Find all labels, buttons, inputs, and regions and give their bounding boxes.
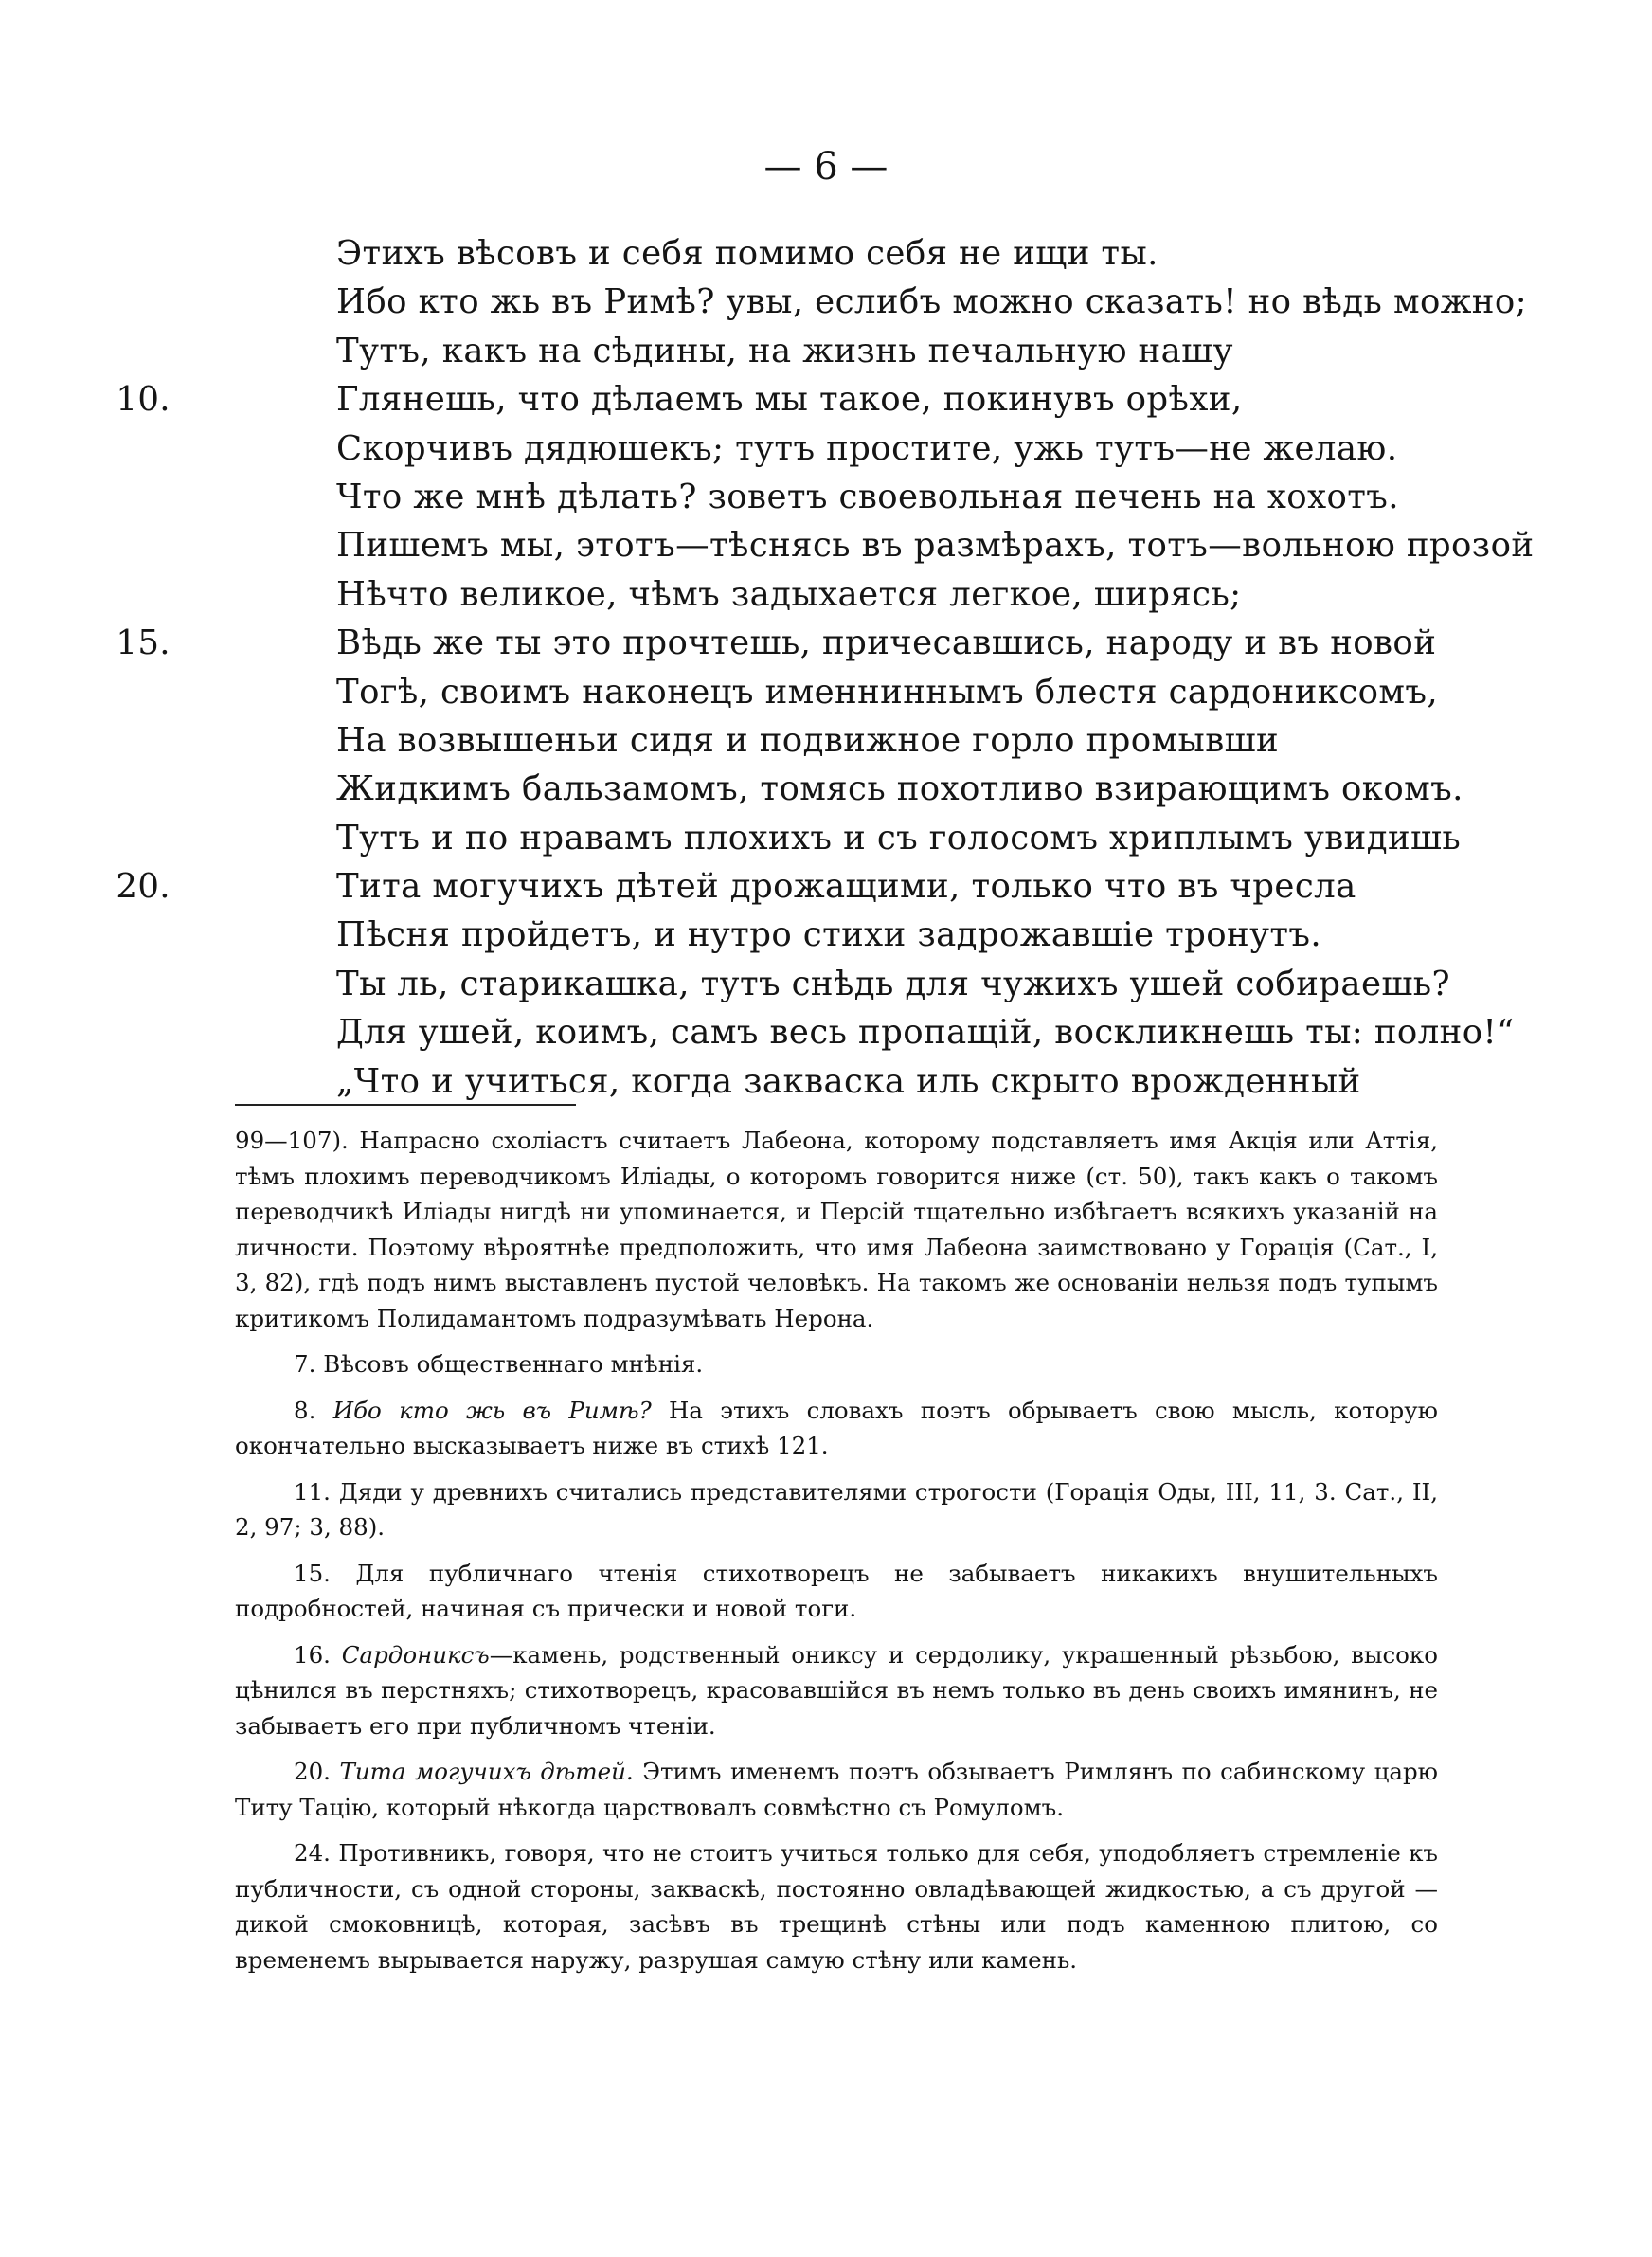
verse-line: [242, 814, 1492, 862]
verse-line: [242, 716, 1492, 765]
footnote-number: 11.: [294, 1477, 331, 1506]
verse-line: [242, 1008, 1515, 1056]
footnote-number: 16.: [294, 1640, 331, 1669]
footnote-number: 8.: [294, 1396, 316, 1424]
verse-text: Пишемъ мы, этотъ—тѣснясь въ размѣрахъ, тотъ—вольною прозой: [336, 526, 1535, 566]
footnote: [235, 1556, 1438, 1627]
verse-line: [242, 327, 1492, 375]
line-number: 10.: [116, 380, 171, 420]
verse-line: [242, 424, 1492, 473]
verse-text: Тутъ и по нравамъ плохихъ и съ голосомъ хриплымъ увидишь: [336, 818, 1462, 858]
verse-text: Нѣчто великое, чѣмъ задыхается легкое, ширясь;: [336, 574, 1242, 614]
footnote-separator: [235, 1104, 576, 1106]
verse-line: [242, 911, 1492, 959]
verse-text: Для ушей, коимъ, самъ весь пропащій, воскликнешь ты: полно!“: [336, 1013, 1515, 1053]
footnote-text: Для публичнаго чтенія стихотворецъ не забываетъ никакихъ внушительныхъ подробностей, начиная съ прически и новой тоги.: [235, 1559, 1438, 1622]
footnote-quote: Сардониксъ: [341, 1640, 490, 1669]
verse-text: Ибо кто жь въ Римѣ? увы, еслибъ можно сказать! но вѣдь можно;: [336, 282, 1527, 322]
footnote: [235, 1393, 1438, 1464]
footnote-text: На этихъ словахъ поэтъ обрываетъ свою мысль, которую окончательно высказываетъ ниже въ стихѣ 121.: [235, 1396, 1438, 1459]
footnote: [235, 1754, 1438, 1825]
verse-line: [242, 960, 1492, 1008]
verse-text: Жидкимъ бальзамомъ, томясь похотливо взирающимъ окомъ.: [336, 769, 1463, 809]
page-number: — 6 —: [763, 145, 889, 189]
footnotes: [235, 1123, 1438, 1988]
footnote-number: 15.: [294, 1559, 331, 1587]
verse-block: [116, 229, 1535, 1106]
verse-line: [242, 278, 1527, 326]
footnote-text: 99—107). Напрасно схоліастъ считаетъ Лабеона, которому подставляетъ имя Акція или Аттія, тѣмъ плохимъ переводчикомъ Иліады, о которомъ говорится ниже (ст. 50), такъ какъ о такомъ переводчикѣ Иліады нигдѣ ни упоминается, и Персій тщательно избѣгаетъ всякихъ указаній на личности. Поэтому вѣроятнѣе предположить, что имя Лабеона заимствовано у Горація (Сат., I, 3, 82), гдѣ подъ нимъ выставленъ пустой человѣкъ. На такомъ же основаніи нельзя подъ тупымъ критикомъ Полидамантомъ подразумѣвать Нерона.: [235, 1127, 1438, 1332]
verse-text: Тита могучихъ дѣтей дрожащими, только что въ чресла: [336, 867, 1356, 907]
verse-line: [242, 1057, 1492, 1106]
verse-text: Глянешь, что дѣлаемъ мы такое, покинувъ орѣхи,: [336, 380, 1243, 420]
verse-text: Пѣсня пройдетъ, и нутро стихи задрожавшіе тронутъ.: [336, 915, 1322, 955]
footnote-text: Противникъ, говоря, что не стоитъ учиться только для себя, уподобляетъ стремленіе къ публичности, съ одной стороны, закваскѣ, постоянно овладѣвающей жидкостью, а съ другой — дикой смоковницѣ, которая, засѣвъ въ трещинѣ стѣны или подъ каменною плитою, со временемъ вырывается наружу, разрушая самую стѣну или камень.: [235, 1839, 1438, 1974]
footnote-quote: Ибо кто жь въ Римѣ?: [332, 1396, 652, 1424]
verse-text: „Что и учиться, когда закваска иль скрыто врожденный: [336, 1061, 1361, 1101]
verse-line: [242, 229, 1492, 278]
footnote-number: 24.: [294, 1839, 331, 1867]
verse-text: Ты ль, старикашка, тутъ снѣдь для чужихъ ушей собираешь?: [336, 964, 1450, 1003]
footnote-text: Вѣсовъ общественнаго мнѣнія.: [323, 1350, 704, 1378]
footnote: [235, 1637, 1438, 1744]
footnote-number: 7.: [294, 1350, 316, 1378]
verse-line: [242, 521, 1535, 569]
line-number: 15.: [116, 623, 171, 663]
verse-text: Скорчивъ дядюшекъ; тутъ простите, ужь тутъ—не желаю.: [336, 428, 1398, 468]
verse-line: [242, 570, 1492, 619]
verse-text: Что же мнѣ дѣлать? зоветъ своевольная печень на хохотъ.: [336, 477, 1399, 516]
verse-text: На возвышеньи сидя и подвижное горло промывши: [336, 720, 1280, 760]
footnote: [235, 1474, 1438, 1545]
footnote-text: Дяди у древнихъ считались представителями строгости (Горація Оды, III, 11, 3. Сат., II, 2, 97; 3, 88).: [235, 1477, 1438, 1541]
footnote: [235, 1123, 1438, 1336]
verse-text: Вѣдь же ты это прочтешь, причесавшись, народу и въ новой: [336, 623, 1437, 663]
footnote-text: —камень, родственный ониксу и сердолику, украшенный рѣзьбою, высоко цѣнился въ перстняхъ; стихотворецъ, красовавшійся въ немъ только въ день своихъ имянинъ, не забываетъ его при публичномъ чтеніи.: [235, 1640, 1438, 1740]
verse-line: [116, 862, 1492, 911]
footnote-number: 20.: [294, 1758, 331, 1785]
verse-line: [116, 619, 1492, 667]
verse-text: Этихъ вѣсовъ и себя помимо себя не ищи ты.: [336, 234, 1158, 273]
line-number: 20.: [116, 867, 171, 907]
footnote: [235, 1835, 1438, 1977]
footnote-quote: Тита могучихъ дѣтей.: [339, 1758, 634, 1785]
footnote: [235, 1346, 1438, 1382]
verse-line: [116, 375, 1492, 424]
verse-text: Тогѣ, своимъ наконецъ именниннымъ блестя сардониксомъ,: [336, 672, 1439, 712]
footnote-text: Этимъ именемъ поэтъ обзываетъ Римлянъ по сабинскому царю Титу Тацію, который нѣкогда царствовалъ совмѣстно съ Ромуломъ.: [235, 1758, 1438, 1821]
verse-text: Тутъ, какъ на сѣдины, на жизнь печальную нашу: [336, 331, 1233, 370]
verse-line: [242, 668, 1492, 716]
verse-line: [242, 765, 1492, 813]
verse-line: [242, 473, 1492, 521]
